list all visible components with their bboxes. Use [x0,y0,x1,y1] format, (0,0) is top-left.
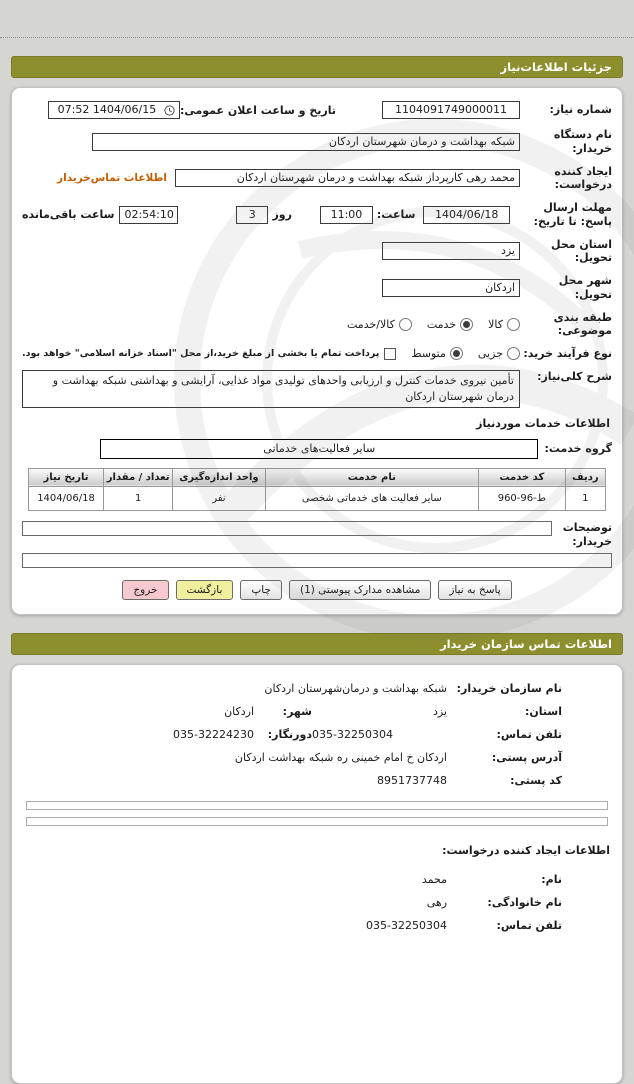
view-attachments-button[interactable]: مشاهده مدارک پیوستی (1) [289,580,431,600]
buyer-org-value[interactable]: شبکه بهداشت و درمان شهرستان اردکان [92,133,520,151]
radio-option-minor[interactable] [478,347,520,360]
deadline-label: مهلت ارسال پاسخ: تا تاریخ: [533,201,612,228]
radio-option-label: کالا [488,317,503,331]
col-need-date: تاریخ نیاز [29,468,104,486]
row-category [22,311,612,339]
row-deadline [22,201,612,229]
back-button[interactable]: بازگشت [176,580,234,600]
treasury-note: پرداخت تمام یا بخشی از مبلغ خرید،از محل "اسناد خزانه اسلامی" خواهد بود. [22,348,380,360]
row-org-name [22,682,612,695]
postal-address-label: آدرس پستی: [491,751,562,765]
buyer-notes-input[interactable] [22,521,552,536]
org-name-value: شبکه بهداشت و درمان‌شهرستان اردکان [264,682,447,696]
first-name-label: نام: [541,873,562,887]
row-buyer-notes [22,521,612,550]
row-delivery-city [22,274,612,302]
row-need-number [22,101,612,119]
radio-selected-icon[interactable] [450,347,463,360]
cell-service-code: ط-96-960 [479,486,566,510]
announce-label: تاریخ و ساعت اعلان عمومی: [179,103,336,117]
cell-service-name: سایر فعالیت های خدماتی شخصی [265,486,479,510]
need-number-value[interactable]: 1104091749000011 [382,101,520,119]
province-label: استان: [525,705,562,719]
buyer-notes-label-line1: توضیحات [562,520,612,534]
service-group-value[interactable]: سایر فعالیت‌های خدماتی [100,439,538,459]
col-service-code: کد خدمت [479,468,566,486]
radio-option-medium[interactable] [411,347,463,360]
deadline-days-label: روز [272,208,292,222]
row-service-group [22,439,612,459]
exit-button[interactable]: خروج [122,580,168,600]
services-section-header: اطلاعات خدمات موردنیاز [476,416,610,430]
services-table [28,468,606,511]
last-name-value: رهی [426,896,447,910]
creator-value[interactable]: محمد رهی کارپرداز شبکه بهداشت و درمان شهرستان اردکان [175,169,520,187]
delivery-province-value[interactable]: یزد [382,242,520,260]
radio-option-label: خدمت [426,317,457,331]
radio-option-label: جزیی [477,347,503,361]
creator-label: ایجاد کننده درخواست: [554,164,612,192]
row-process-type [22,347,612,361]
empty-line [26,817,608,826]
row-buyer-org [22,128,612,156]
col-service-name: نام خدمت [265,468,479,486]
services-table-header-row [29,468,606,486]
radio-icon[interactable] [507,347,520,360]
province-value: یزد [432,705,447,719]
postal-code-label: کد پستی: [510,774,562,788]
radio-icon[interactable] [399,318,412,331]
row-creator-phone [22,919,612,932]
city-label: شهر: [282,705,312,719]
radio-option-label: کالا/خدمت [347,317,395,331]
process-type-label: نوع فرآیند خرید: [523,347,612,360]
buyer-notes-label-line2: خریدار: [572,535,612,549]
delivery-city-label: شهر محل تحویل: [558,274,612,301]
description-label: شرح کلی‌نیاز: [537,369,612,383]
buyer-org-label: نام دستگاه خریدار: [553,128,612,155]
phone-label: تلفن تماس: [496,728,562,742]
need-details-header-bar [11,56,623,78]
city-value: اردکان [224,705,254,719]
buyer-notes-input-line2[interactable] [22,553,612,568]
creator-info-header: اطلاعات ایجاد کننده درخواست: [442,844,610,858]
postal-code-value: 8951737748 [377,774,447,788]
remaining-time-label: ساعت باقی‌مانده [22,208,115,222]
description-value[interactable]: تأمین نیروی خدمات کنترل و ارزیابی واحدهای تولیدی مواد غذایی، آرایشی و بهداشتی شبکه بهداشت و درمان شهرستان اردکان [22,370,520,408]
phone-value: 035-32250304 [312,728,393,742]
service-group-label: گروه خدمت: [544,442,612,456]
action-buttons [22,580,612,600]
buyer-contact-title: اطلاعات تماس سازمان خریدار [440,637,612,652]
radio-option-label: متوسط [411,347,446,361]
row-first-name [22,873,612,886]
radio-selected-icon[interactable] [460,318,473,331]
last-name-label: نام خانوادگی: [487,896,562,910]
need-details-title: جزئیات اطلاعات‌نیاز [500,60,612,74]
row-creator [22,165,612,193]
remaining-time-value: 02:54:10 [119,206,178,224]
cell-need-date: 1404/06/18 [29,486,104,510]
cell-row-number: 1 [565,486,605,510]
buyer-contact-link[interactable]: اطلاعات تماس‌خریدار [57,172,167,185]
deadline-days-value[interactable]: 3 [236,206,268,224]
row-description [22,370,612,408]
dotted-separator [0,37,634,38]
row-last-name [22,896,612,909]
buyer-contact-panel [11,664,623,1084]
radio-icon[interactable] [507,318,520,331]
cell-quantity: 1 [104,486,173,510]
deadline-date-value[interactable]: 1404/06/18 [423,206,510,224]
buyer-contact-header-bar [11,633,623,655]
delivery-city-value[interactable]: اردکان [382,279,520,297]
clock-icon [164,105,175,116]
row-province-city [22,705,612,718]
deadline-time-value[interactable]: 11:00 [320,206,373,224]
treasury-checkbox[interactable] [384,348,396,360]
cell-unit: نفر [173,486,265,510]
row-postal-code [22,774,612,787]
row-phone-fax [22,728,612,741]
postal-address-value: اردکان خ امام خمینی ره شبکه بهداشت اردکان [234,751,447,765]
radio-option-goods[interactable] [488,318,520,331]
announce-value[interactable] [48,101,180,119]
need-details-panel [11,87,623,615]
fax-label: دورنگار: [267,728,312,742]
col-quantity: تعداد / مقدار [104,468,173,486]
first-name-value: محمد [421,873,447,887]
deadline-time-label: ساعت: [376,208,416,222]
respond-to-need-button[interactable]: پاسخ به نیاز [438,580,511,600]
fax-value: 035-32224230 [173,728,254,742]
row-postal-address [22,751,612,764]
org-name-label: نام سازمان خریدار: [456,682,562,696]
radio-option-goods-service[interactable] [347,318,412,331]
row-delivery-province [22,238,612,266]
print-button[interactable]: چاپ [240,580,282,600]
col-row-number: ردیف [565,468,605,486]
table-row [29,486,606,510]
radio-option-service[interactable] [427,318,473,331]
need-number-label: شماره نیاز: [549,103,612,117]
empty-line [26,801,608,810]
creator-phone-label: تلفن تماس: [496,919,562,933]
category-label: طبقه بندی موضوعی: [553,310,612,338]
creator-phone-value: 035-32250304 [366,919,447,933]
announce-datetime: 1404/06/15 07:52 [57,103,157,116]
col-unit: واحد اندازه‌گیری [173,468,265,486]
buyer-notes-label [552,521,612,550]
delivery-province-label: استان محل تحویل: [551,237,612,265]
